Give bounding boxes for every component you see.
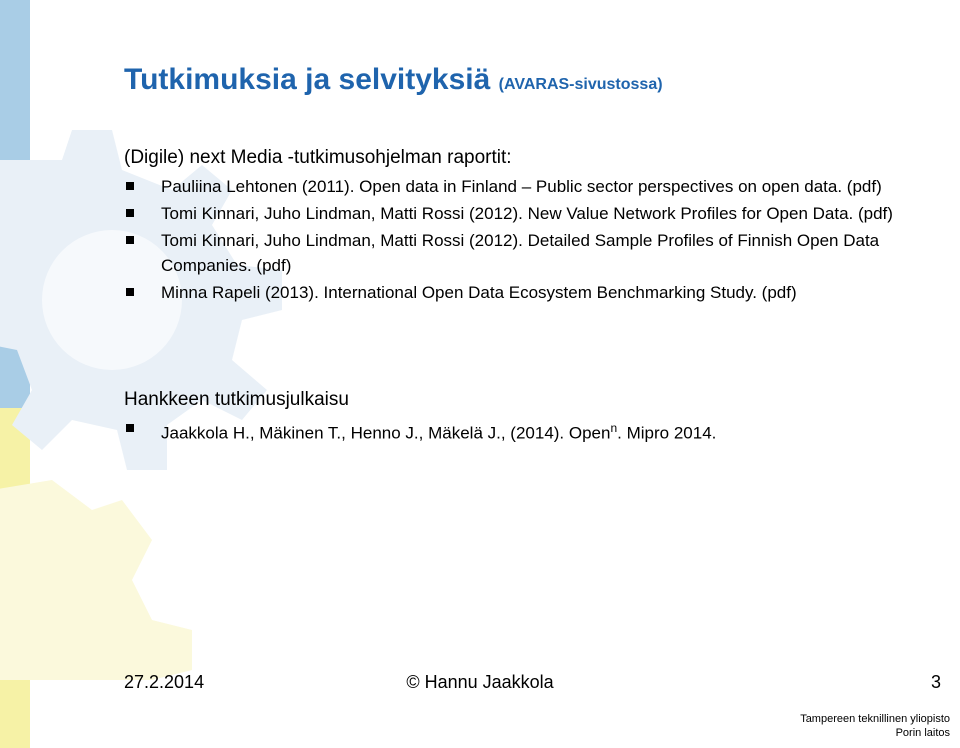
section-heading-reports: (Digile) next Media -tutkimusohjelman raportit: [124,147,512,168]
footer-date: 27.2.2014 [124,672,205,692]
title-text: Tutkimuksia ja selvityksiä [124,63,491,96]
list-item: Tomi Kinnari, Juho Lindman, Matti Rossi (2012). New Value Network Profiles for Open Data. (pdf) [124,201,924,226]
publication-suffix: . Mipro 2014. [617,423,717,443]
section-heading-publications: Hankkeen tutkimusjulkaisu [124,389,349,410]
title-note: (AVARAS-sivustossa) [498,76,663,93]
footer-organization [800,712,950,740]
slide-title [124,63,663,97]
list-item: Tomi Kinnari, Juho Lindman, Matti Rossi (2012). Detailed Sample Profiles of Finnish Open Data Companies. (pdf) [124,228,924,278]
footer-copyright: © Hannu Jaakkola [406,672,554,692]
org-line-2: Porin laitos [895,727,950,739]
report-list [124,174,924,307]
publication-text: Jaakkola H., Mäkinen T., Henno J., Mäkelä J., (2014). Open [161,423,611,443]
gear-watermark-icon [0,40,312,700]
publication-list [124,416,924,448]
list-item: Minna Rapeli (2013). International Open Data Ecosystem Benchmarking Study. (pdf) [124,280,924,305]
publication-superscript: n [610,421,618,435]
org-line-1: Tampereen teknillinen yliopisto [800,713,950,725]
page-number: 3 [930,672,941,692]
list-item: Pauliina Lehtonen (2011). Open data in Finland – Public sector perspectives on open data. (pdf) [124,174,924,199]
list-item [124,416,924,446]
